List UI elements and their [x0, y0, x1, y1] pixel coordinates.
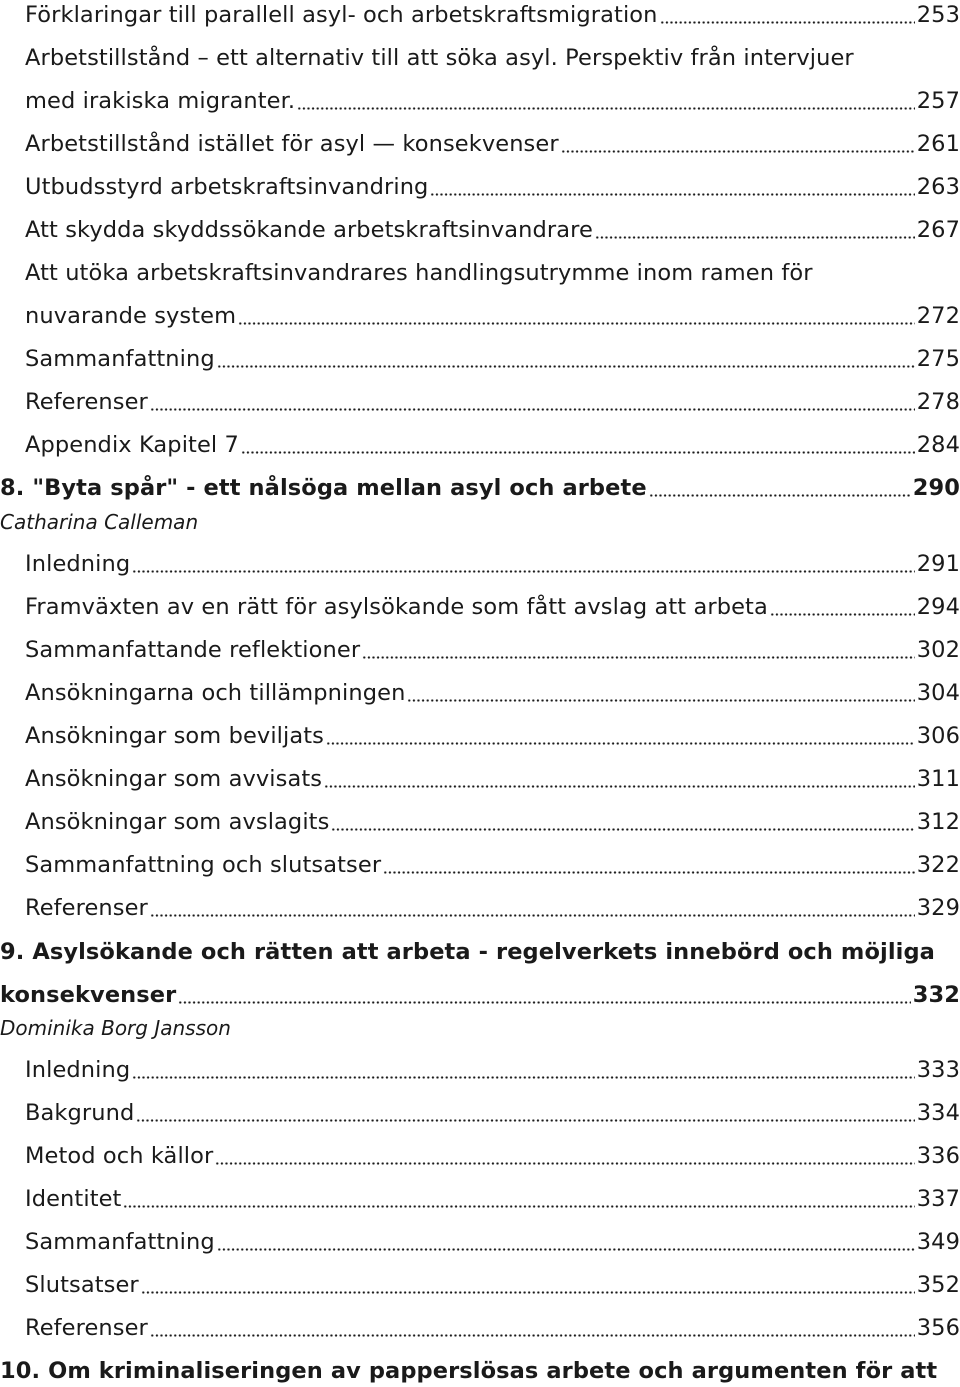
toc-dot-leader: [136, 1119, 914, 1122]
toc-chapter-title: 10. Om kriminaliseringen av papperslösas arbete och argumenten för att: [0, 1358, 938, 1384]
toc-chapter-title: 9. Asylsökande och rätten att arbeta - regelverkets innebörd och möjliga: [0, 939, 935, 965]
toc-entry-title: Arbetstillstånd istället för asyl — konsekvenser: [25, 131, 559, 157]
toc-page-number: 291: [916, 551, 960, 577]
toc-chapter-heading: [0, 974, 960, 1010]
toc-entry: [0, 844, 960, 880]
toc-entry: [0, 338, 960, 374]
toc-entry-title: med irakiska migranter.: [25, 88, 296, 114]
toc-dot-leader: [383, 871, 915, 874]
toc-chapter-author: Dominika Borg Jansson: [0, 1016, 231, 1040]
toc-entry-title: Utbudsstyrd arbetskraftsinvandring: [25, 174, 429, 200]
toc-dot-leader: [238, 322, 915, 325]
toc-page-number: 263: [916, 174, 960, 200]
toc-entry: [0, 1221, 960, 1257]
toc-chapter-heading: [0, 467, 960, 503]
toc-entry: [0, 1264, 960, 1300]
toc-chapter-heading: [0, 1350, 960, 1386]
toc-page-number: 257: [916, 88, 960, 114]
toc-dot-leader: [132, 570, 915, 573]
toc-entry: [0, 543, 960, 579]
toc-entry: [0, 381, 960, 417]
toc-dot-leader: [595, 236, 915, 239]
toc-entry-title: Ansökningar som avslagits: [25, 809, 330, 835]
toc-dot-leader: [297, 107, 915, 110]
toc-chapter-title: konsekvenser: [0, 982, 177, 1008]
toc-entry: [0, 586, 960, 622]
toc-page-number: 356: [916, 1315, 960, 1341]
toc-page-number: 275: [916, 346, 960, 372]
toc-dot-leader: [150, 1334, 915, 1337]
toc-entry: [0, 758, 960, 794]
toc-entry-title: Arbetstillstånd – ett alternativ till att söka asyl. Perspektiv från intervjuer: [25, 45, 854, 71]
toc-dot-leader: [770, 613, 915, 616]
toc-page-number: 253: [916, 2, 960, 28]
toc-entry: [0, 123, 960, 159]
toc-dot-leader: [331, 828, 914, 831]
toc-entry-title: Framväxten av en rätt för asylsökande som fått avslag att arbeta: [25, 594, 768, 620]
toc-dot-leader: [324, 785, 915, 788]
toc-entry-title: Identitet: [25, 1186, 122, 1212]
toc-entry: [0, 1135, 960, 1171]
toc-entry: [0, 887, 960, 923]
toc-page-number: 306: [916, 723, 960, 749]
toc-entry-title: Ansökningar som avvisats: [25, 766, 323, 792]
toc-entry-title: Referenser: [25, 1315, 148, 1341]
toc-entry: [0, 252, 960, 288]
toc-dot-leader: [141, 1291, 915, 1294]
toc-entry-title: Ansökningar som beviljats: [25, 723, 324, 749]
toc-page-number: 294: [916, 594, 960, 620]
toc-page-number: 261: [916, 131, 960, 157]
toc-page-number: 304: [916, 680, 960, 706]
toc-entry-title: Referenser: [25, 895, 148, 921]
toc-entry: [0, 1049, 960, 1085]
toc-entry-title: Inledning: [25, 551, 131, 577]
toc-entry: [0, 629, 960, 665]
toc-dot-leader: [132, 1076, 915, 1079]
toc-entry-title: Slutsatser: [25, 1272, 139, 1298]
toc-dot-leader: [561, 150, 915, 153]
toc-entry: [0, 1178, 960, 1214]
toc-page-number: 272: [916, 303, 960, 329]
toc-entry: [0, 295, 960, 331]
toc-page-number: 278: [916, 389, 960, 415]
toc-page-number: 352: [916, 1272, 960, 1298]
toc-entry-title: Sammanfattande reflektioner: [25, 637, 361, 663]
toc-entry: [0, 424, 960, 460]
toc-entry: [0, 801, 960, 837]
toc-page-number: 311: [916, 766, 960, 792]
toc-entry-title: Inledning: [25, 1057, 131, 1083]
toc-page-number: 332: [912, 982, 960, 1008]
toc-page-number: 334: [916, 1100, 960, 1126]
toc-dot-leader: [241, 451, 915, 454]
toc-dot-leader: [430, 193, 914, 196]
toc-chapter-title: 8. "Byta spår" - ett nålsöga mellan asyl och arbete: [0, 475, 647, 501]
toc-dot-leader: [649, 494, 911, 497]
toc-dot-leader: [150, 914, 915, 917]
toc-page-number: 336: [916, 1143, 960, 1169]
toc-dot-leader: [178, 1001, 910, 1004]
toc-dot-leader: [326, 742, 915, 745]
toc-entry: [0, 672, 960, 708]
toc-page-number: 337: [916, 1186, 960, 1212]
toc-entry: [0, 0, 960, 30]
toc-dot-leader: [217, 1248, 915, 1251]
toc-dot-leader: [407, 699, 914, 702]
toc-page-number: 329: [916, 895, 960, 921]
toc-entry-title: Förklaringar till parallell asyl- och arbetskraftsmigration: [25, 2, 658, 28]
toc-page-number: 302: [916, 637, 960, 663]
toc-entry-title: Att skydda skyddssökande arbetskraftsinvandrare: [25, 217, 593, 243]
toc-page-number: 333: [916, 1057, 960, 1083]
toc-page-number: 322: [916, 852, 960, 878]
toc-entry-title: Ansökningarna och tillämpningen: [25, 680, 406, 706]
toc-dot-leader: [362, 656, 915, 659]
toc-page-number: 290: [912, 475, 960, 501]
toc-entry: [0, 209, 960, 245]
toc-dot-leader: [123, 1205, 914, 1208]
toc-entry-title: Metod och källor: [25, 1143, 214, 1169]
toc-dot-leader: [150, 408, 915, 411]
toc-chapter-author: Catharina Calleman: [0, 510, 199, 534]
toc-entry-title: Bakgrund: [25, 1100, 135, 1126]
toc-entry: [0, 1307, 960, 1343]
toc-entry-title: Sammanfattning: [25, 346, 215, 372]
toc-entry: [0, 166, 960, 202]
toc-page-number: 349: [916, 1229, 960, 1255]
toc-chapter-heading: [0, 931, 960, 967]
toc-entry-title: Appendix Kapitel 7: [25, 432, 239, 458]
toc-entry-title: Referenser: [25, 389, 148, 415]
toc-entry: [0, 37, 960, 73]
toc-entry: [0, 715, 960, 751]
toc-page-number: 284: [916, 432, 960, 458]
toc-entry: [0, 1092, 960, 1128]
toc-entry-title: Sammanfattning och slutsatser: [25, 852, 382, 878]
toc-page-number: 267: [916, 217, 960, 243]
toc-entry-title: Sammanfattning: [25, 1229, 215, 1255]
toc-entry: [0, 80, 960, 116]
toc-entry-title: Att utöka arbetskraftsinvandrares handlingsutrymme inom ramen för: [25, 260, 813, 286]
toc-dot-leader: [660, 21, 915, 24]
toc-dot-leader: [217, 365, 915, 368]
toc-entry-title: nuvarande system: [25, 303, 237, 329]
toc-page-number: 312: [916, 809, 960, 835]
toc-dot-leader: [215, 1162, 914, 1165]
